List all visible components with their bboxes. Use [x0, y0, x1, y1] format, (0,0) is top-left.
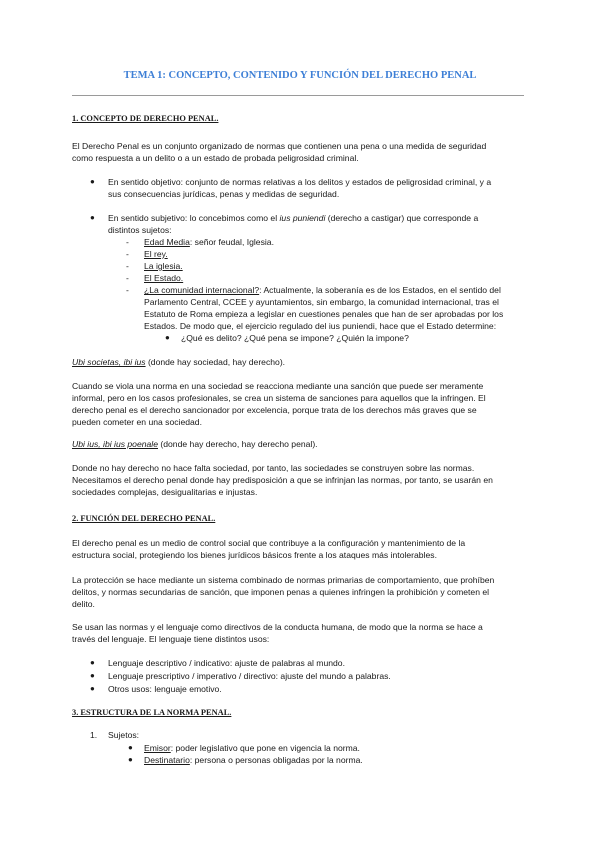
dash-item: El rey.: [144, 249, 168, 259]
sub-bullet-text: [144, 754, 524, 766]
dash-item: [144, 284, 529, 296]
bullet-icon: ●: [90, 177, 95, 186]
underlined-term: ¿La comunidad internacional?: [144, 285, 260, 295]
paragraph-line: El Derecho Penal es un conjunto organizado de normas que contienen una pena o una medida de seguridad: [72, 141, 487, 151]
dash-marker: -: [126, 261, 129, 271]
dash-marker: -: [126, 237, 129, 247]
text-run: : persona o personas obligadas por la norma.: [189, 755, 363, 765]
paragraph-line: Cuando se viola una norma en una sociedad se reacciona mediante una sanción que puede ser meramente: [72, 381, 484, 391]
document-title: TEMA 1: CONCEPTO, CONTENIDO Y FUNCIÓN DEL DERECHO PENAL: [123, 70, 477, 81]
paragraph-line: El derecho penal es un medio de control social que contribuye a la configuración y mantenimiento de la: [72, 538, 466, 548]
bullet-text: sus consecuencias jurídicas, penas y medidas de seguridad.: [108, 189, 340, 199]
dash-item: [144, 236, 524, 248]
paragraph-line: delito.: [72, 599, 95, 609]
section-heading-estructura: 3. ESTRUCTURA DE LA NORMA PENAL.: [72, 708, 232, 717]
latin-maxim: Ubi societas, ibi ius: [72, 357, 146, 367]
maxim: [72, 356, 524, 368]
bullet-text: distintos sujetos:: [108, 225, 172, 235]
question-line: ¿Qué es delito? ¿Qué pena se impone? ¿Quién la impone?: [181, 333, 409, 343]
paragraph-line: delitos, y normas secundarias de sanción, que imponen penas a quienes infringen la prohibición y cometen el: [72, 587, 490, 597]
underlined-term: Destinatario: [144, 755, 190, 765]
text-run: (derecho a castigar) que corresponde a: [325, 213, 479, 223]
bullet-icon: ●: [128, 743, 133, 752]
text-run: (donde hay derecho, hay derecho penal).: [158, 439, 318, 449]
text-run: (donde hay sociedad, hay derecho).: [145, 357, 286, 367]
paragraph-line: como respuesta a un delito o a un estado de probada peligrosidad criminal.: [72, 153, 359, 163]
dash-marker: -: [126, 285, 129, 295]
bullet-text: Lenguaje descriptivo / indicativo: ajuste de palabras al mundo.: [108, 658, 345, 668]
underlined-term: Edad Media: [144, 237, 190, 247]
section-heading-funcion: 2. FUNCIÓN DEL DERECHO PENAL.: [72, 514, 216, 523]
text-run: : Actualmente, la soberanía es de los Estados, en el sentido del: [259, 285, 501, 295]
underlined-term: Emisor: [144, 743, 171, 753]
title-divider: [72, 95, 524, 96]
list-number: 1.: [90, 730, 98, 740]
bullet-icon: ●: [90, 213, 95, 222]
dash-item-line: Estados. De modo que, el ejercicio regulado del ius puniendi, hace que el Estado determine:: [144, 321, 497, 331]
dash-item-line: Estatuto de Roma empieza a legislar en cuestiones penales que han de ser aprobadas por los: [144, 309, 504, 319]
paragraph-line: Se usan las normas y el lenguaje como directivos de la conducta humana, de modo que la norma se hace a: [72, 622, 483, 632]
bullet-text: En sentido objetivo: conjunto de normas relativas a los delitos y estados de peligrosidad criminal, y a: [108, 177, 492, 187]
maxim: [72, 438, 524, 450]
paragraph-line: informal, pero en los casos profesionales, se crea un sistema de sanciones para aquellos que la infringen. El: [72, 393, 486, 403]
bullet-icon: ●: [90, 671, 95, 680]
bullet-text: Otros usos: lenguaje emotivo.: [108, 684, 222, 694]
bullet-icon: ●: [90, 658, 95, 667]
paragraph-line: sociedades complejas, desigualitarias e injustas.: [72, 487, 258, 497]
paragraph-line: estructura social, protegiendo los bienes jurídicos básicos frente a los ataques más intolerables.: [72, 550, 437, 560]
dash-marker: -: [126, 249, 129, 259]
paragraph-line: través del lenguaje. El lenguaje tiene distintos usos:: [72, 634, 270, 644]
latin-maxim: Ubi ius, ibi ius poenale: [72, 439, 158, 449]
paragraph-line: Donde no hay derecho no hace falta sociedad, por tanto, las sociedades se construyen sobre las normas.: [72, 463, 475, 473]
italic-term: ius puniendi: [279, 213, 326, 223]
paragraph-line: derecho penal es el derecho sancionador por excelencia, porque trata de los derechos más graves que se: [72, 405, 477, 415]
bullet-icon: ●: [165, 333, 170, 342]
dash-item-line: Parlamento Central, CCEE y ayuntamientos, sin embargo, la comunidad internacional, tras el: [144, 297, 499, 307]
bullet-text: Lenguaje prescriptivo / imperativo / directivo: ajuste del mundo a palabras.: [108, 671, 391, 681]
section-heading-concepto: 1. CONCEPTO DE DERECHO PENAL.: [72, 114, 219, 123]
dash-item: El Estado.: [144, 273, 184, 283]
bullet-icon: ●: [90, 684, 95, 693]
list-item: Sujetos:: [108, 730, 140, 740]
bullet-text: [108, 212, 524, 224]
paragraph-line: La protección se hace mediante un sistema combinado de normas primarias de comportamiento, que prohíben: [72, 575, 495, 585]
paragraph-line: Necesitamos el derecho penal donde hay predisposición a que se infrinjan las normas, por tanto, se usarán en: [72, 475, 493, 485]
text-run: En sentido subjetivo: lo concebimos como el: [108, 213, 280, 223]
paragraph-line: pueden cometer en una sociedad.: [72, 417, 202, 427]
text-run: : poder legislativo que pone en vigencia la norma.: [170, 743, 360, 753]
sub-bullet-text: [144, 742, 524, 754]
dash-item: La iglesia.: [144, 261, 183, 271]
bullet-icon: ●: [128, 755, 133, 764]
text-run: : señor feudal, Iglesia.: [189, 237, 274, 247]
dash-marker: -: [126, 273, 129, 283]
